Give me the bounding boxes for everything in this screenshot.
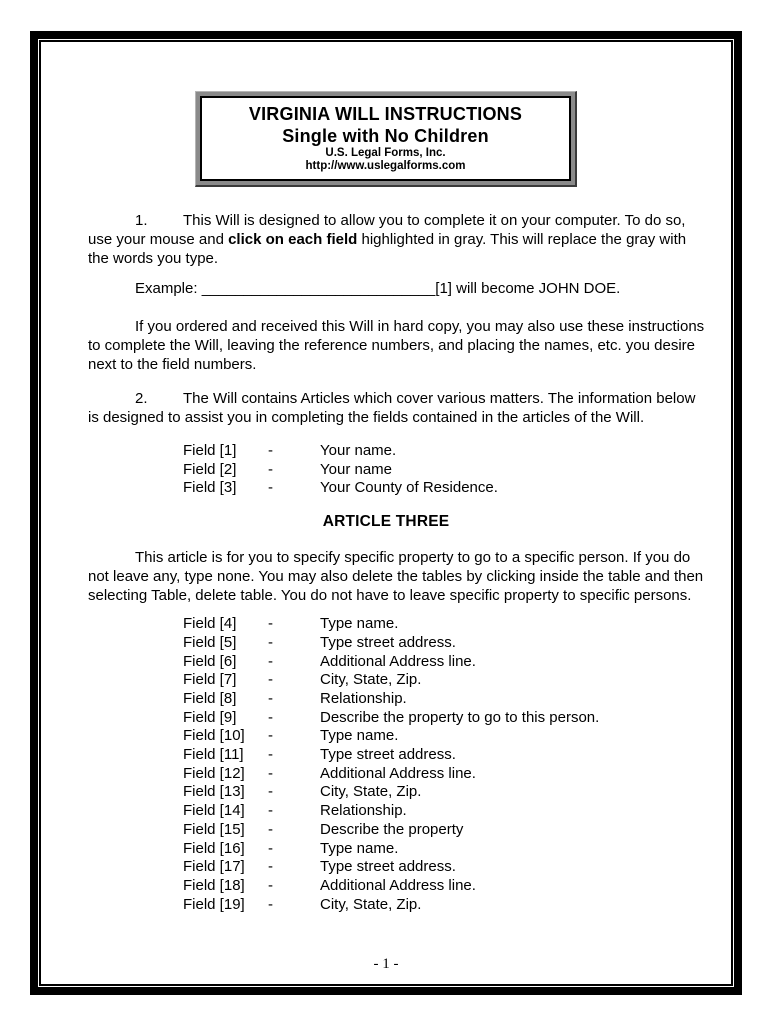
field-description: Describe the property to go to this person. [320,708,600,726]
field-label: Field [7] [183,671,237,689]
field-description: Type street address. [320,746,456,764]
field-row [88,896,707,915]
field-label: Field [8] [183,689,237,707]
field-dash: - [268,876,273,894]
title-box [195,91,577,187]
field-row [88,671,707,690]
field-row [88,690,707,709]
field-description: City, State, Zip. [320,895,422,913]
field-description: Type street address. [320,858,456,876]
example-label: Example: [135,280,202,297]
paragraph-hardcopy: If you ordered and received this Will in hard copy, you may also use these instructions to complete the Will, leaving the reference numbers, and placing the names, etc. you desire next to the field numbers. [88,318,705,373]
example-blank-line: ____________________________ [201,280,436,297]
field-row [88,709,707,728]
field-row [88,858,707,877]
field-dash: - [268,895,273,913]
field-dash: - [268,727,273,745]
paragraph-1 [88,211,707,268]
field-description: Your County of Residence. [320,479,498,497]
paragraph-2 [88,389,707,427]
field-label: Field [6] [183,652,237,670]
field-description: Your name. [320,442,397,459]
field-list-1 [88,442,707,498]
paragraph-2-number: 2. [135,390,148,407]
field-label: Field [1] [183,442,237,459]
field-label: Field [10] [183,727,245,745]
field-label: Field [12] [183,764,245,782]
field-description: Type name. [320,727,399,745]
field-label: Field [3] [183,479,237,497]
title-box-container [41,91,731,187]
field-description: Your name [320,460,392,478]
title-box-inner [200,96,571,181]
field-dash: - [268,764,273,782]
field-row [88,746,707,765]
field-description: Type name. [320,839,399,857]
page-inner-border [39,40,733,986]
field-description: Type street address. [320,633,456,651]
field-list-2 [88,615,707,914]
field-row [88,765,707,784]
paragraph-1-number: 1. [135,212,148,229]
field-row [88,727,707,746]
example-suffix: [1] will become JOHN DOE. [435,280,621,297]
field-label: Field [9] [183,708,237,726]
publisher-url: http://www.uslegalforms.com [305,160,466,172]
field-row [88,615,707,634]
page-outer-border [30,31,742,995]
paragraph-1-bold-text: click on each field [228,231,358,248]
field-row [88,821,707,840]
publisher-name: U.S. Legal Forms, Inc. [325,147,446,159]
field-label: Field [14] [183,802,245,820]
field-row [88,877,707,896]
field-description: City, State, Zip. [320,783,422,801]
field-label: Field [13] [183,783,245,801]
field-description: Additional Address line. [320,764,476,782]
field-description: Describe the property [320,820,464,838]
field-label: Field [18] [183,876,245,894]
field-row [88,442,707,461]
field-label: Field [5] [183,633,237,651]
field-label: Field [15] [183,820,245,838]
field-dash: - [268,615,273,633]
field-label: Field [16] [183,839,245,857]
field-dash: - [268,633,273,651]
field-row [88,479,707,498]
paragraph-2-text: The Will contains Articles which cover various matters. The information below is designed to assist you in completing the fields contained in the articles of the Will. [88,390,696,426]
field-dash: - [268,746,273,764]
field-dash: - [268,708,273,726]
field-description: Additional Address line. [320,652,476,670]
field-dash: - [268,479,273,497]
field-dash: - [268,820,273,838]
field-dash: - [268,858,273,876]
paragraph-1-text-after: highlighted in gray. This will replace the gray with the words you type. [88,231,687,267]
field-label: Field [2] [183,460,237,478]
field-dash: - [268,839,273,857]
paragraph-3: This article is for you to specify specific property to go to a specific person. If you do not leave any, type none. You may also delete the tables by clicking inside the table and then selecting Table, delete table. You do not have to leave specific property to specific persons. [88,549,704,605]
field-row [88,783,707,802]
field-dash: - [268,783,273,801]
field-dash: - [268,689,273,707]
field-row [88,653,707,672]
field-label: Field [11] [183,746,244,764]
field-row [88,461,707,480]
field-dash: - [268,671,273,689]
document-title: VIRGINIA WILL INSTRUCTIONS [248,104,523,124]
field-label: Field [4] [183,615,237,633]
field-dash: - [268,442,273,459]
field-description: Relationship. [320,802,407,820]
field-dash: - [268,802,273,820]
field-row [88,634,707,653]
field-description: Additional Address line. [320,876,476,894]
document-body [41,211,731,914]
field-dash: - [268,460,273,478]
example-line [88,279,707,298]
page-number-footer: - 1 - [373,956,399,972]
field-description: Type name. [320,615,399,633]
field-label: Field [17] [183,858,245,876]
field-row [88,840,707,859]
field-description: City, State, Zip. [320,671,422,689]
paragraph-1-text-before: This Will is designed to allow you to complete it on your computer. To do so, use your mouse and [88,212,686,248]
field-dash: - [268,652,273,670]
field-row [88,802,707,821]
field-label: Field [19] [183,895,245,913]
field-description: Relationship. [320,689,407,707]
document-subtitle: Single with No Children [282,126,489,146]
article-three-heading: ARTICLE THREE [322,513,450,531]
